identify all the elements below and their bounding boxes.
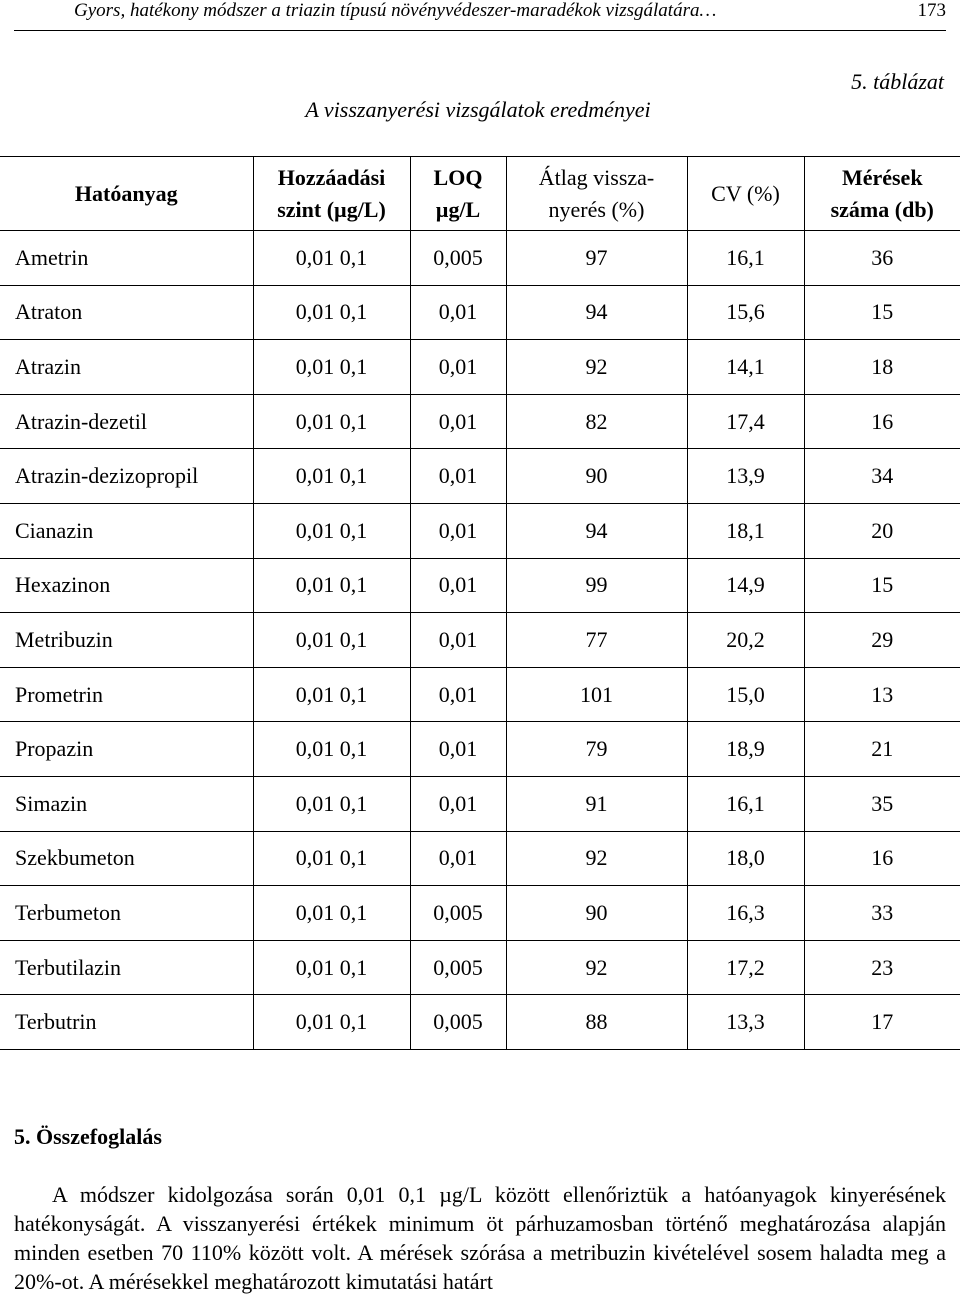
cell-measurement-count: 16 bbox=[804, 831, 960, 886]
cell-cv: 14,1 bbox=[687, 340, 804, 395]
cell-substance: Atraton bbox=[0, 285, 253, 340]
table-number: 5. táblázat bbox=[851, 69, 944, 94]
cell-measurement-count: 36 bbox=[804, 231, 960, 286]
cell-measurement-count: 13 bbox=[804, 667, 960, 722]
table-row bbox=[0, 613, 960, 668]
header-added-line1: Hozzáadási bbox=[277, 164, 386, 190]
cell-measurement-count: 20 bbox=[804, 503, 960, 558]
table-row bbox=[0, 503, 960, 558]
table-row bbox=[0, 285, 960, 340]
cell-loq: 0,005 bbox=[410, 231, 506, 286]
cell-average-recovery: 82 bbox=[506, 394, 687, 449]
table-body bbox=[0, 231, 960, 1050]
header-loq-line2: µg/L bbox=[435, 196, 481, 222]
cell-average-recovery: 92 bbox=[506, 831, 687, 886]
cell-measurement-count: 35 bbox=[804, 776, 960, 831]
cell-loq: 0,01 bbox=[410, 394, 506, 449]
cell-added-level: 0,01 0,1 bbox=[253, 449, 410, 504]
cell-cv: 13,3 bbox=[687, 995, 804, 1050]
cell-measurement-count: 34 bbox=[804, 449, 960, 504]
header-added-line2: szint (µg/L) bbox=[277, 196, 386, 222]
cell-cv: 16,3 bbox=[687, 886, 804, 941]
cell-substance: Terbumeton bbox=[0, 886, 253, 941]
cell-substance: Simazin bbox=[0, 776, 253, 831]
cell-cv: 18,9 bbox=[687, 722, 804, 777]
cell-cv: 17,2 bbox=[687, 940, 804, 995]
cell-substance: Hexazinon bbox=[0, 558, 253, 613]
cell-loq: 0,01 bbox=[410, 449, 506, 504]
table-row bbox=[0, 449, 960, 504]
cell-substance: Atrazin-dezetil bbox=[0, 394, 253, 449]
cell-cv: 17,4 bbox=[687, 394, 804, 449]
header-loq-line1: LOQ bbox=[433, 164, 483, 190]
cell-average-recovery: 99 bbox=[506, 558, 687, 613]
table-caption bbox=[0, 97, 960, 123]
cell-cv: 15,6 bbox=[687, 285, 804, 340]
cell-substance: Ametrin bbox=[0, 231, 253, 286]
cell-loq: 0,01 bbox=[410, 776, 506, 831]
header-added-level bbox=[253, 157, 410, 231]
cell-loq: 0,01 bbox=[410, 285, 506, 340]
header-avg-line1: Átlag vissza- bbox=[538, 164, 655, 190]
cell-average-recovery: 97 bbox=[506, 231, 687, 286]
cell-average-recovery: 101 bbox=[506, 667, 687, 722]
cell-average-recovery: 77 bbox=[506, 613, 687, 668]
cell-average-recovery: 88 bbox=[506, 995, 687, 1050]
cell-loq: 0,01 bbox=[410, 340, 506, 395]
cell-loq: 0,01 bbox=[410, 722, 506, 777]
cell-measurement-count: 21 bbox=[804, 722, 960, 777]
cell-average-recovery: 92 bbox=[506, 340, 687, 395]
header-average-recovery bbox=[506, 157, 687, 231]
header-avg-line2: nyerés (%) bbox=[548, 196, 645, 222]
header-measurement-count bbox=[804, 157, 960, 231]
table-header-row bbox=[0, 157, 960, 231]
cell-substance: Terbutilazin bbox=[0, 940, 253, 995]
table-row bbox=[0, 558, 960, 613]
cell-measurement-count: 33 bbox=[804, 886, 960, 941]
cell-loq: 0,005 bbox=[410, 940, 506, 995]
cell-added-level: 0,01 0,1 bbox=[253, 503, 410, 558]
cell-substance: Propazin bbox=[0, 722, 253, 777]
cell-loq: 0,01 bbox=[410, 613, 506, 668]
cell-loq: 0,01 bbox=[410, 558, 506, 613]
cell-measurement-count: 15 bbox=[804, 285, 960, 340]
cell-substance: Szekbumeton bbox=[0, 831, 253, 886]
cell-cv: 15,0 bbox=[687, 667, 804, 722]
cell-added-level: 0,01 0,1 bbox=[253, 340, 410, 395]
cell-cv: 16,1 bbox=[687, 776, 804, 831]
cell-added-level: 0,01 0,1 bbox=[253, 995, 410, 1050]
cell-measurement-count: 18 bbox=[804, 340, 960, 395]
cell-substance: Prometrin bbox=[0, 667, 253, 722]
header-cv bbox=[687, 157, 804, 231]
table-row bbox=[0, 940, 960, 995]
cell-added-level: 0,01 0,1 bbox=[253, 886, 410, 941]
cell-measurement-count: 23 bbox=[804, 940, 960, 995]
cell-average-recovery: 92 bbox=[506, 940, 687, 995]
cell-added-level: 0,01 0,1 bbox=[253, 613, 410, 668]
recovery-results-table bbox=[0, 156, 960, 1050]
cell-cv: 20,2 bbox=[687, 613, 804, 668]
cell-loq: 0,01 bbox=[410, 503, 506, 558]
cell-loq: 0,005 bbox=[410, 886, 506, 941]
cell-added-level: 0,01 0,1 bbox=[253, 776, 410, 831]
cell-loq: 0,01 bbox=[410, 831, 506, 886]
header-n-line2: száma (db) bbox=[830, 196, 934, 222]
header-cv-label: CV (%) bbox=[711, 180, 780, 206]
cell-substance: Atrazin-dezizopropil bbox=[0, 449, 253, 504]
section-heading: 5. Összefoglalás bbox=[14, 1124, 162, 1149]
cell-added-level: 0,01 0,1 bbox=[253, 285, 410, 340]
cell-added-level: 0,01 0,1 bbox=[253, 940, 410, 995]
cell-measurement-count: 15 bbox=[804, 558, 960, 613]
cell-cv: 14,9 bbox=[687, 558, 804, 613]
header-substance bbox=[0, 157, 253, 231]
table-caption-text: A visszanyerési vizsgálatok eredményei bbox=[305, 97, 651, 122]
cell-average-recovery: 91 bbox=[506, 776, 687, 831]
cell-average-recovery: 94 bbox=[506, 285, 687, 340]
cell-measurement-count: 17 bbox=[804, 995, 960, 1050]
running-header bbox=[14, 0, 946, 31]
table-row bbox=[0, 886, 960, 941]
cell-added-level: 0,01 0,1 bbox=[253, 231, 410, 286]
cell-added-level: 0,01 0,1 bbox=[253, 722, 410, 777]
table-row bbox=[0, 776, 960, 831]
cell-cv: 18,0 bbox=[687, 831, 804, 886]
cell-cv: 13,9 bbox=[687, 449, 804, 504]
cell-average-recovery: 90 bbox=[506, 449, 687, 504]
cell-cv: 18,1 bbox=[687, 503, 804, 558]
cell-added-level: 0,01 0,1 bbox=[253, 394, 410, 449]
summary-paragraph: A módszer kidolgozása során 0,01 0,1 µg/L között ellenőriztük a hatóanyagok kinyerésének hatékonyságát. A visszanyerési értékek minimum öt párhuzamosban történő meghatározása alapján minden esetben 70 110% között volt. A mérések szórása a metribuzin kivételével sosem haladta meg a 20%-ot. A mérésekkel meghatározott kimutatási határt bbox=[14, 1182, 946, 1294]
cell-substance: Atrazin bbox=[0, 340, 253, 395]
header-substance-label: Hatóanyag bbox=[74, 180, 178, 206]
header-n-line1: Mérések bbox=[841, 164, 923, 190]
cell-measurement-count: 29 bbox=[804, 613, 960, 668]
cell-loq: 0,005 bbox=[410, 995, 506, 1050]
cell-average-recovery: 90 bbox=[506, 886, 687, 941]
cell-measurement-count: 16 bbox=[804, 394, 960, 449]
cell-added-level: 0,01 0,1 bbox=[253, 667, 410, 722]
cell-substance: Terbutrin bbox=[0, 995, 253, 1050]
table-row bbox=[0, 995, 960, 1050]
cell-average-recovery: 94 bbox=[506, 503, 687, 558]
header-loq bbox=[410, 157, 506, 231]
running-title: Gyors, hatékony módszer a triazin típusú növényvédeszer-maradékok vizsgálatára… bbox=[74, 0, 717, 21]
table-row bbox=[0, 394, 960, 449]
page-number: 173 bbox=[917, 0, 946, 21]
table-row bbox=[0, 722, 960, 777]
table-row bbox=[0, 831, 960, 886]
cell-substance: Metribuzin bbox=[0, 613, 253, 668]
cell-added-level: 0,01 0,1 bbox=[253, 558, 410, 613]
table-row bbox=[0, 340, 960, 395]
cell-cv: 16,1 bbox=[687, 231, 804, 286]
cell-loq: 0,01 bbox=[410, 667, 506, 722]
cell-added-level: 0,01 0,1 bbox=[253, 831, 410, 886]
table-row bbox=[0, 231, 960, 286]
table-row bbox=[0, 667, 960, 722]
cell-average-recovery: 79 bbox=[506, 722, 687, 777]
cell-substance: Cianazin bbox=[0, 503, 253, 558]
